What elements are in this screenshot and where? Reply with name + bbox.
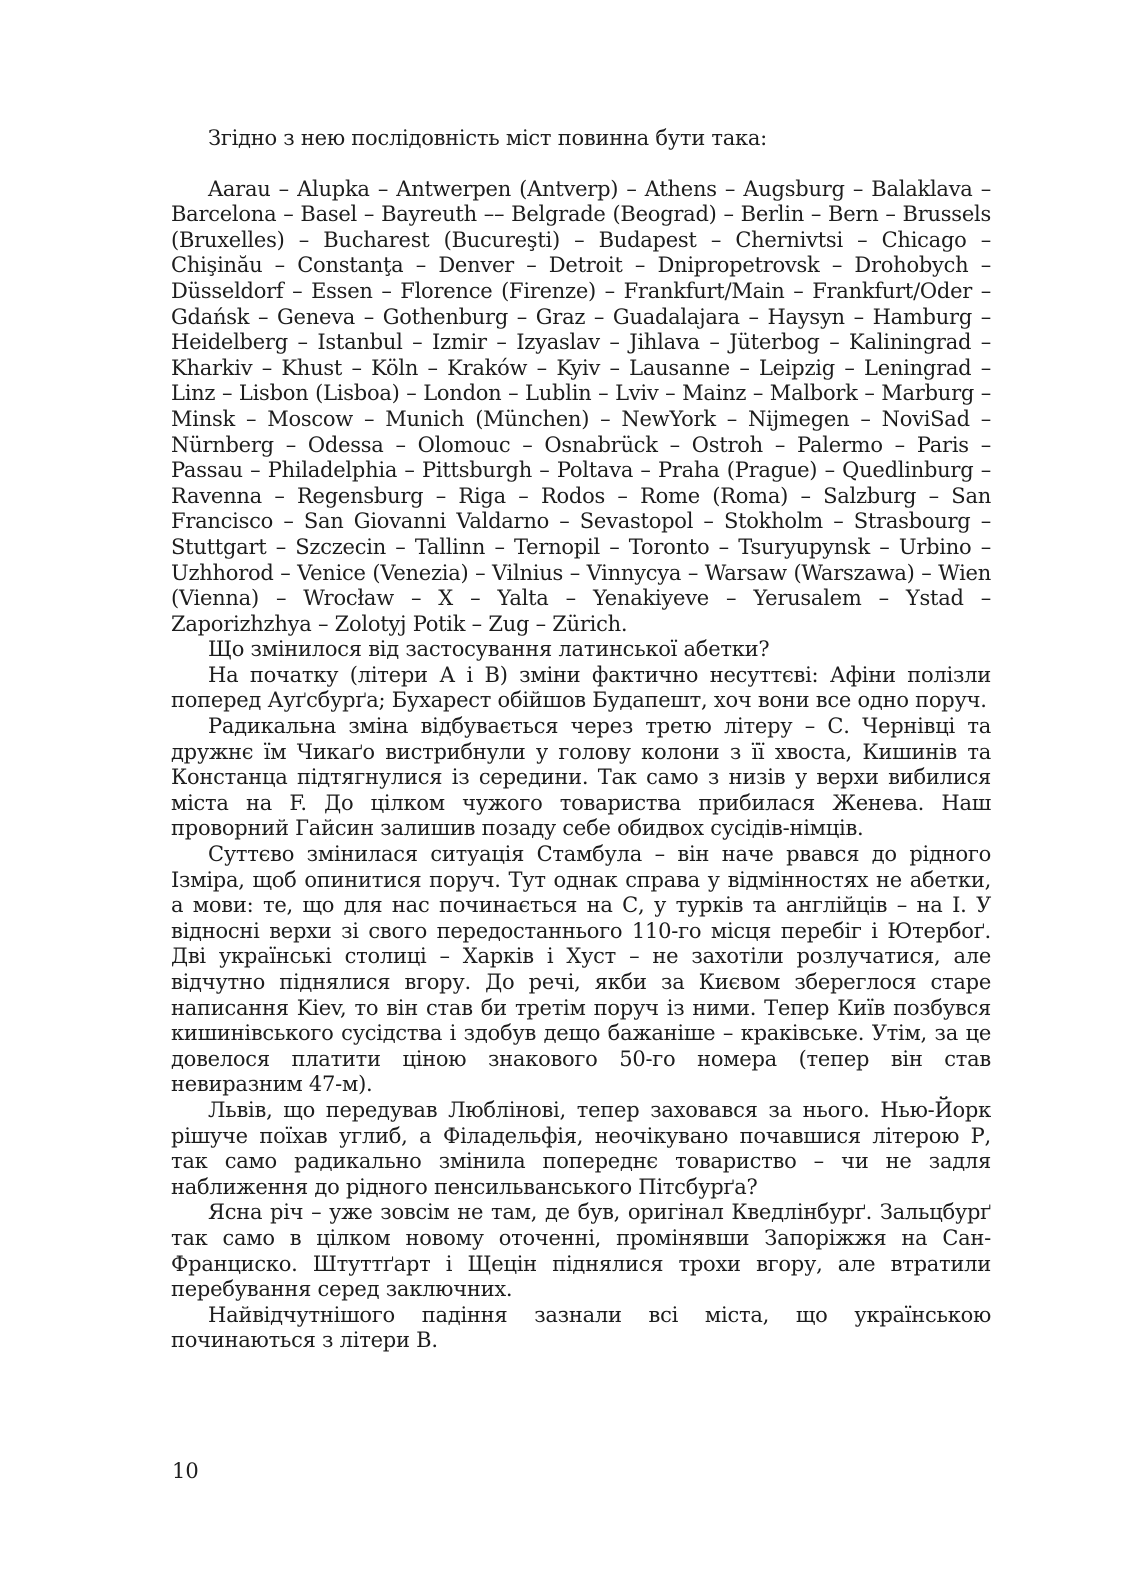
paragraph-question: Що змінилося від застосування латинської абетки? [208,637,770,662]
city-list: Aarau – Alupka – Antwerpen (Antverp) – Athens – Augsburg – Balaklava – Barcelona – Basel – Bayreuth –– Belgrade (Beograd) – Berlin – Bern – Brussels (Bruxelles) – Bucharest (Bucureşti) – Budapest – Chernivtsi – Chicago – Chişinău – Constanţa – Denver – Detroit – Dnipropetrovsk – Drohobych – Düsseldorf – Essen – Florence (Firenze) – Frankfurt/Main – Frankfurt/Oder – Gdańsk – Geneva – Gothenburg – Graz – Guadalajara – Haysyn – Hamburg – Heidelberg – Istanbul – Izmir – Izyaslav – Jihlava – Jüterbog – Kaliningrad – Kharkiv – Khust – Köln – Kraków – Kyiv – Lausanne – Leipzig – Leningrad – Linz – Lisbon (Lisboa) – London – Lublin – Lviv – Mainz – Malbork – Marburg – Minsk – Moscow – Munich (München) – NewYork – Nijmegen – NoviSad – Nürnberg – Odessa – Olomouc – Osnabrück – Ostroh – Palermo – Paris – Passau – Philadelphia – Pittsburgh – Poltava – Praha (Prague) – Quedlinburg – Ravenna – Regensburg – Riga – Rodos – Rome (Roma) – Salzburg – San Francisco – San Giovanni Valdarno – Sevastopol – Stokholm – Strasbourg – Stuttgart – Szczecin – Tallinn – Ternopil – Toronto – Tsuryupynsk – Urbino – Uzhhorod – Venice (Venezia) – Vilnius – Vinnycya – Warsaw (Warszawa) – Wien (Vienna) – Wrocław – X – Yalta – Yenakiyeve – Yerusalem – Ystad – Zaporizhzhya – Zolotyj Potik – Zug – Zürich. [171,176,991,636]
paragraph-quedlinburg: Ясна річ – уже зовсім не там, де був, оригінал Кведлінбурґ. Зальцбурґ так само в цілком новому оточенні, промінявши Запоріжжя на Сан-Франциско. Штуттґарт і Щецін піднялися трохи вгору, але втратили перебування серед заключних. [171,1200,991,1302]
paragraph-letter-v: Найвідчутнішого падіння зазнали всі міста, що українською починаються з літери В. [171,1302,991,1353]
intro-sentence: Згідно з нею послідовність міст повинна бути така: [208,126,768,150]
paragraph-letters-a-b: На початку (літери А і В) зміни фактично несуттєві: Афіни полізли поперед Ауґсбурґа; Бухарест обійшов Будапешт, хоч вони все одно поруч. [171,662,991,713]
paragraph-letter-c: Радикальна зміна відбувається через третю літеру – С. Чернівці та дружнє їм Чикаґо вистрибнули у голову колони з її хвоста, Кишинів та Констанца підтягнулися із середини. Так само з низів у верхи вибилися міста на F. До цілком чужого товариства прибилася Женева. Наш проворний Гайсин залишив позаду себе обидвох сусідів-німців. [171,714,991,841]
paragraph-lviv: Львів, що передував Люблінові, тепер заховався за нього. Нью-Йорк рішуче поїхав углиб, а Філадельфія, неочікувано почавшися літерою Р, так само радикально змінила попереднє товариство – чи не задля наближення до рідного пенсильванського Пітсбурґа? [171,1097,991,1199]
page-body [171,126,991,1354]
page-number: 10 [172,1459,199,1483]
paragraph-istanbul: Суттєво змінилася ситуація Стамбула – він наче рвався до рідного Ізміра, щоб опинитися поруч. Тут однак справа у відмінностях не абетки, а мови: те, що для нас починається на С, у турків та англійців – на І. У відносні верхи зі свого передостаннього 110-го місця перебіг і Ютербоґ. Дві українські столиці – Харків і Хуст – не захотіли розлучатися, але відчутно піднялися вгору. До речі, якби за Києвом збереглося старе написання Kiev, то він став би третім поруч із ними. Тепер Київ позбувся кишинівського сусідства і здобув дещо бажаніше – краківське. Утім, за це довелося платити ціною знакового 50-го номера (тепер він став невиразним 47-м). [171,842,991,1097]
